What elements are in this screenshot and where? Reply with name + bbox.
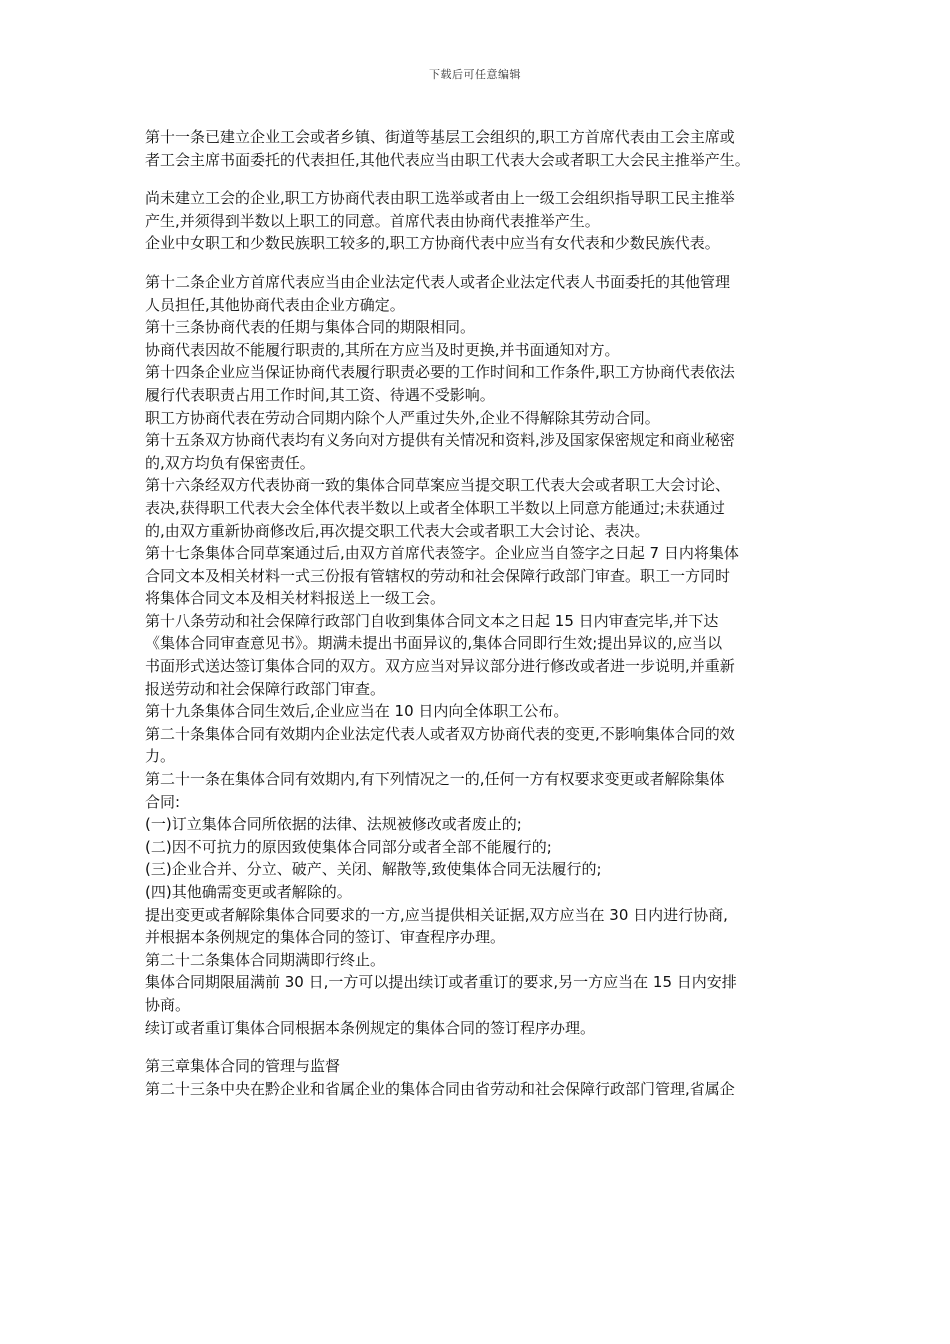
text-line: 尚未建立工会的企业,职工方协商代表由职工选举或者由上一级工会组织指导职工民主推举 [145, 189, 735, 208]
paragraph [145, 316, 815, 339]
text-line: 履行代表职责占用工作时间,其工资、待遇不受影响。 [145, 385, 495, 404]
paragraph [145, 881, 815, 904]
text-line: 协商代表因故不能履行职责的,其所在方应当及时更换,并书面通知对方。 [145, 340, 620, 359]
text-line: 协商。 [145, 995, 191, 1014]
paragraph [145, 271, 815, 316]
text-line: 第十八条劳动和社会保障行政部门自收到集体合同文本之日起 15 日内审查完毕,并下达 [145, 611, 719, 630]
paragraph [145, 768, 815, 813]
paragraph-gap [145, 171, 815, 187]
text-line: 续订或者重订集体合同根据本条例规定的集体合同的签订程序办理。 [145, 1018, 596, 1037]
text-line: 第十三条协商代表的任期与集体合同的期限相同。 [145, 318, 476, 337]
text-line: 第二十条集体合同有效期内企业法定代表人或者双方协商代表的变更,不影响集体合同的效 [145, 724, 735, 743]
text-line: 第十五条双方协商代表均有义务向对方提供有关情况和资料,涉及国家保密规定和商业秘密 [145, 431, 735, 450]
text-line: 合同: [145, 792, 181, 811]
text-line: 书面形式送达签订集体合同的双方。双方应当对异议部分进行修改或者进一步说明,并重新 [145, 657, 735, 676]
text-line: 职工方协商代表在劳动合同期内除个人严重过失外,企业不得解除其劳动合同。 [145, 408, 660, 427]
text-line: 第十七条集体合同草案通过后,由双方首席代表签字。企业应当自签字之日起 7 日内将集体 [145, 544, 739, 563]
paragraph [145, 949, 815, 972]
paragraph [145, 339, 815, 362]
text-line: (二)因不可抗力的原因致使集体合同部分或者全部不能履行的; [145, 837, 552, 856]
paragraph [145, 187, 815, 232]
text-line: 集体合同期限届满前 30 日,一方可以提出续订或者重订的要求,另一方应当在 15 日内安排 [145, 973, 737, 992]
text-line: (三)企业合并、分立、破产、关闭、解散等,致使集体合同无法履行的; [145, 860, 602, 879]
text-line: 的,由双方重新协商修改后,再次提交职工代表大会或者职工大会讨论、表决。 [145, 521, 650, 540]
page-header: 下载后可任意编辑 [429, 68, 521, 81]
text-line: 《集体合同审查意见书》。期满未提出书面异议的,集体合同即行生效;提出异议的,应当以 [145, 634, 723, 653]
text-line: 者工会主席书面委托的代表担任,其他代表应当由职工代表大会或者职工大会民主推举产生。 [145, 150, 750, 169]
paragraph [145, 813, 815, 836]
text-line: 第二十一条在集体合同有效期内,有下列情况之一的,任何一方有权要求变更或者解除集体 [145, 770, 725, 789]
text-line: 企业中女职工和少数民族职工较多的,职工方协商代表中应当有女代表和少数民族代表。 [145, 234, 720, 253]
text-line: 将集体合同文本及相关材料报送上一级工会。 [145, 589, 446, 608]
text-line: (一)订立集体合同所依据的法律、法规被修改或者废止的; [145, 815, 522, 834]
text-line: 第十四条企业应当保证协商代表履行职责必要的工作时间和工作条件,职工方协商代表依法 [145, 363, 735, 382]
paragraph [145, 474, 815, 542]
text-line: 人员担任,其他协商代表由企业方确定。 [145, 295, 405, 314]
document-body [145, 126, 815, 1100]
text-line: 提出变更或者解除集体合同要求的一方,应当提供相关证据,双方应当在 30 日内进行协商, [145, 905, 728, 924]
paragraph [145, 836, 815, 859]
paragraph [145, 610, 815, 700]
paragraph-gap [145, 255, 815, 271]
paragraph [145, 1055, 815, 1078]
paragraph [145, 971, 815, 1016]
text-line: 合同文本及相关材料一式三份报有管辖权的劳动和社会保障行政部门审查。职工一方同时 [145, 566, 731, 585]
text-line: 并根据本条例规定的集体合同的签订、审查程序办理。 [145, 928, 506, 947]
paragraph [145, 407, 815, 430]
paragraph [145, 700, 815, 723]
paragraph [145, 723, 815, 768]
paragraph [145, 361, 815, 406]
text-line: 表决,获得职工代表大会全体代表半数以上或者全体职工半数以上同意方能通过;未获通过 [145, 498, 725, 517]
text-line: 第二十二条集体合同期满即行终止。 [145, 950, 386, 969]
text-line: 第十二条企业方首席代表应当由企业法定代表人或者企业法定代表人书面委托的其他管理 [145, 272, 731, 291]
text-line: 报送劳动和社会保障行政部门审查。 [145, 679, 386, 698]
text-line: 第十一条已建立企业工会或者乡镇、街道等基层工会组织的,职工方首席代表由工会主席或 [145, 128, 735, 146]
text-line: (四)其他确需变更或者解除的。 [145, 883, 352, 901]
paragraph [145, 904, 815, 949]
paragraph [145, 542, 815, 610]
text-line: 第十六条经双方代表协商一致的集体合同草案应当提交职工代表大会或者职工大会讨论、 [145, 476, 731, 495]
text-line: 第二十三条中央在黔企业和省属企业的集体合同由省劳动和社会保障行政部门管理,省属企 [145, 1079, 735, 1098]
paragraph [145, 126, 815, 171]
text-line: 产生,并须得到半数以上职工的同意。首席代表由协商代表推举产生。 [145, 211, 600, 230]
paragraph [145, 232, 815, 255]
text-line: 力。 [145, 747, 176, 766]
paragraph [145, 429, 815, 474]
text-line: 的,双方均负有保密责任。 [145, 453, 315, 472]
paragraph [145, 1078, 815, 1101]
paragraph [145, 858, 815, 881]
text-line: 第三章集体合同的管理与监督 [145, 1057, 341, 1076]
paragraph [145, 1017, 815, 1040]
text-line: 第十九条集体合同生效后,企业应当在 10 日内向全体职工公布。 [145, 702, 569, 721]
paragraph-gap [145, 1039, 815, 1055]
